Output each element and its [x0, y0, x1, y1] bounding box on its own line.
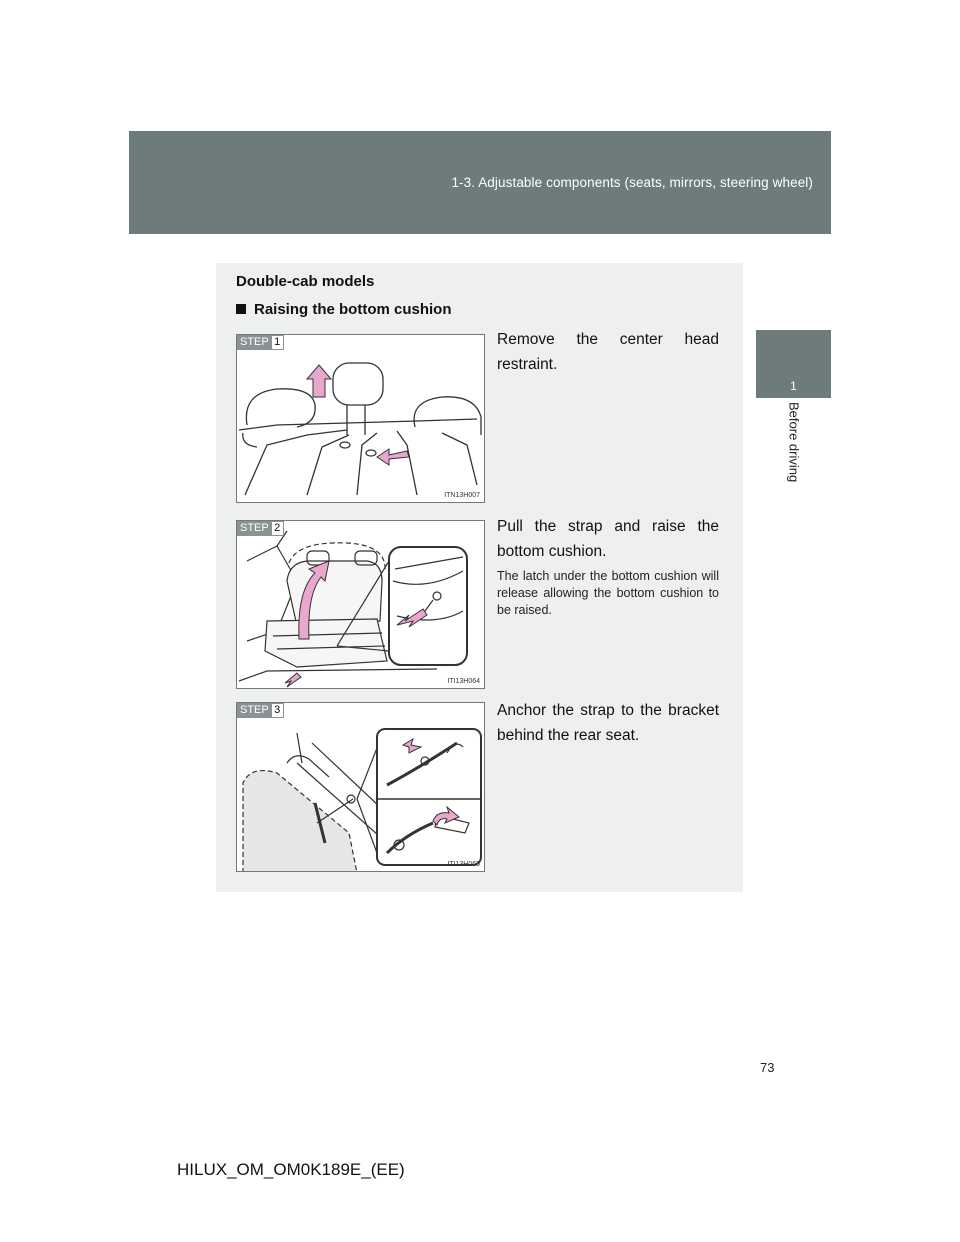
subsection-title	[236, 301, 452, 318]
step-2-label-number: 2	[272, 521, 284, 536]
step-3-label-number: 3	[272, 703, 284, 718]
rear-seat-headrest-drawing	[237, 335, 485, 503]
chapter-side-label	[787, 402, 801, 502]
step-2-label	[237, 521, 284, 536]
step-2-illustration	[236, 520, 485, 689]
chapter-title: 1-3. Adjustable components (seats, mirrors, steering wheel)	[451, 175, 813, 190]
step-1-label-word: STEP	[237, 335, 272, 350]
chapter-side-label-text: Before driving	[786, 402, 802, 483]
chapter-tab	[756, 330, 831, 398]
step-2-note: The latch under the bottom cushion will release allowing the bottom cushion to be raised.	[497, 569, 719, 617]
chapter-header	[129, 131, 831, 234]
step-2-figure-code: ITI13H064	[447, 678, 480, 685]
step-1-illustration	[236, 334, 485, 503]
chapter-tab-number: 1	[790, 379, 797, 393]
step-2-label-word: STEP	[237, 521, 272, 536]
document-code: HILUX_OM_OM0K189E_(EE)	[177, 1160, 405, 1179]
content-box	[216, 263, 743, 892]
subsection-title-text: Raising the bottom cushion	[254, 301, 452, 318]
section-title: Double-cab models	[236, 273, 375, 290]
step-2-text: Pull the strap and raise the bottom cushion.	[497, 518, 719, 560]
square-bullet-icon	[236, 304, 246, 314]
page-number: 73	[760, 1060, 775, 1075]
step-3-illustration	[236, 702, 485, 872]
step-3-figure-code: ITI13H065	[447, 861, 480, 868]
step-3-label	[237, 703, 284, 718]
step-3-text: Anchor the strap to the bracket behind the rear seat.	[497, 702, 719, 744]
strap-anchor-drawing	[237, 703, 485, 872]
step-3-label-word: STEP	[237, 703, 272, 718]
step-1-figure-code: ITN13H007	[444, 492, 480, 499]
step-1-text: Remove the center head restraint.	[497, 331, 719, 373]
bottom-cushion-drawing	[237, 521, 485, 689]
step-1-label-number: 1	[272, 335, 284, 350]
step-1-label	[237, 335, 284, 350]
